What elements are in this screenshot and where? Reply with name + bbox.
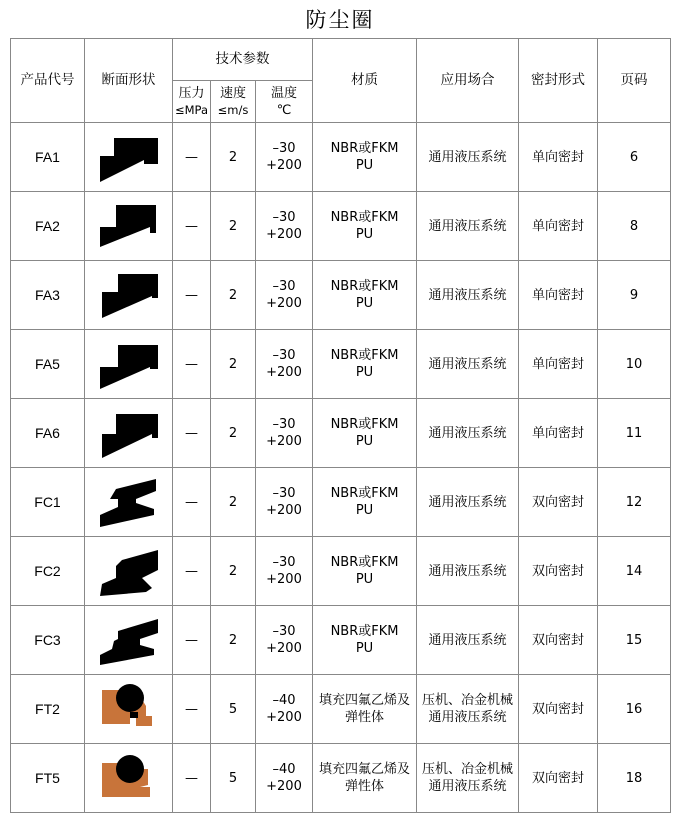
page-number: 15 [598,606,671,675]
speed-value: 2 [211,330,256,399]
seal-type-value: 双向密封 [519,468,598,537]
temperature-value [256,468,313,537]
material-value [313,744,417,813]
material-value [313,606,417,675]
page-number: 14 [598,537,671,606]
material-line-2: PU [355,158,374,173]
material-value [313,261,417,330]
application-value [417,468,519,537]
pressure-value: — [173,537,211,606]
page-number: 10 [598,330,671,399]
temperature-max: +200 [266,296,302,311]
pressure-value: — [173,744,211,813]
speed-value: 2 [211,192,256,261]
pressure-value: — [173,468,211,537]
temperature-value [256,399,313,468]
page-number: 12 [598,468,671,537]
application-value [417,330,519,399]
table-row [11,399,671,468]
material-line-2: PU [355,641,374,656]
seal-type-value: 单向密封 [519,261,598,330]
product-code: FT5 [11,744,85,813]
application-value [417,192,519,261]
material-value [313,192,417,261]
header-shape: 断面形状 [85,39,173,123]
application-value [417,123,519,192]
application-line-2: 通用液压系统 [428,779,507,794]
seal-type-value: 单向密封 [519,399,598,468]
cross-section-cell [85,675,173,744]
material-value [313,468,417,537]
application-value [417,675,519,744]
header-material: 材质 [313,39,417,123]
seal-type-value: 双向密封 [519,744,598,813]
material-line-1: NBR或FKM [330,279,399,294]
seal-profile-fc2 [96,538,162,604]
application-value [417,606,519,675]
header-application: 应用场合 [417,39,519,123]
temperature-max: +200 [266,641,302,656]
material-line-2: PU [355,503,374,518]
header-seal-type: 密封形式 [519,39,598,123]
cross-section-cell [85,192,173,261]
application-line-1: 通用液压系统 [428,149,507,165]
product-code: FA6 [11,399,85,468]
table-row [11,261,671,330]
application-line-1: 压机、冶金机械 [422,762,514,777]
speed-value: 2 [211,606,256,675]
application-line-1: 通用液压系统 [428,632,507,648]
header-code: 产品代号 [11,39,85,123]
cross-section-cell [85,123,173,192]
application-line-1: 压机、冶金机械 [422,693,514,708]
temperature-max: +200 [266,365,302,380]
temperature-min: –30 [272,279,296,294]
temperature-value [256,675,313,744]
material-line-1: NBR或FKM [330,486,399,501]
material-line-2: PU [355,572,374,587]
product-code: FA5 [11,330,85,399]
pressure-value: — [173,261,211,330]
material-line-2: PU [355,227,374,242]
temperature-value [256,744,313,813]
seal-type-value: 单向密封 [519,192,598,261]
temperature-min: –40 [272,693,296,708]
material-line-2: PU [355,296,374,311]
material-line-2: 弹性体 [345,710,385,725]
header-speed-unit: ≤m/s [217,102,249,117]
seal-profile-fa2 [96,193,162,259]
pressure-value: — [173,675,211,744]
speed-value: 2 [211,261,256,330]
product-code: FC2 [11,537,85,606]
application-line-1: 通用液压系统 [428,287,507,303]
page-number: 18 [598,744,671,813]
material-line-1: NBR或FKM [330,555,399,570]
material-line-1: NBR或FKM [330,210,399,225]
material-value [313,123,417,192]
temperature-min: –30 [272,348,296,363]
material-line-1: NBR或FKM [330,141,399,156]
temperature-min: –30 [272,486,296,501]
material-line-1: 填充四氟乙烯及 [319,693,411,708]
page-number: 16 [598,675,671,744]
material-line-1: 填充四氟乙烯及 [319,762,411,777]
temperature-max: +200 [266,434,302,449]
temperature-value [256,261,313,330]
wiper-seal-table [10,38,671,813]
header-speed [211,81,256,123]
product-code: FC3 [11,606,85,675]
header-temperature [256,81,313,123]
page-number: 6 [598,123,671,192]
temperature-value [256,537,313,606]
header-speed-label: 速度 [219,85,246,101]
temperature-min: –30 [272,141,296,156]
speed-value: 5 [211,744,256,813]
application-value [417,399,519,468]
application-line-1: 通用液压系统 [428,356,507,372]
temperature-min: –30 [272,417,296,432]
temperature-value [256,606,313,675]
table-row [11,468,671,537]
application-line-1: 通用液压系统 [428,563,507,579]
header-page: 页码 [598,39,671,123]
pressure-value: — [173,606,211,675]
page-number: 9 [598,261,671,330]
temperature-min: –30 [272,624,296,639]
header-temperature-label: 温度 [271,85,298,101]
cross-section-cell [85,744,173,813]
seal-profile-ft5 [96,745,162,811]
cross-section-cell [85,606,173,675]
seal-profile-fa1 [96,124,162,190]
cross-section-cell [85,468,173,537]
temperature-max: +200 [266,503,302,518]
page-title: 防尘圈 [305,8,375,32]
seal-profile-fa5 [96,331,162,397]
table-row [11,192,671,261]
application-line-2: 通用液压系统 [428,710,507,725]
product-code: FT2 [11,675,85,744]
temperature-max: +200 [266,779,302,794]
seal-profile-ft2 [96,676,162,742]
table-row [11,330,671,399]
table-row [11,123,671,192]
cross-section-cell [85,261,173,330]
material-value [313,537,417,606]
cross-section-cell [85,537,173,606]
application-value [417,744,519,813]
temperature-value [256,123,313,192]
product-code: FA2 [11,192,85,261]
material-line-1: NBR或FKM [330,417,399,432]
material-line-1: NBR或FKM [330,348,399,363]
seal-profile-fa6 [96,400,162,466]
application-value [417,537,519,606]
header-tech-params: 技术参数 [173,39,313,81]
seal-type-value: 双向密封 [519,675,598,744]
application-line-1: 通用液压系统 [428,494,507,510]
pressure-value: — [173,192,211,261]
application-value [417,261,519,330]
pressure-value: — [173,330,211,399]
temperature-min: –30 [272,555,296,570]
material-line-2: PU [355,434,374,449]
application-line-1: 通用液压系统 [428,218,507,234]
speed-value: 2 [211,399,256,468]
header-pressure-unit: ≤MPa [174,102,209,117]
seal-profile-fa3 [96,262,162,328]
temperature-value [256,192,313,261]
table-row [11,675,671,744]
seal-type-value: 单向密封 [519,123,598,192]
header-pressure [173,81,211,123]
material-value [313,399,417,468]
header-pressure-label: 压力 [178,85,205,101]
seal-type-value: 双向密封 [519,606,598,675]
material-value [313,330,417,399]
speed-value: 5 [211,675,256,744]
seal-type-value: 单向密封 [519,330,598,399]
cross-section-cell [85,330,173,399]
table-row [11,606,671,675]
temperature-max: +200 [266,572,302,587]
application-line-1: 通用液压系统 [428,425,507,441]
pressure-value: — [173,123,211,192]
material-line-2: 弹性体 [345,779,385,794]
product-code: FC1 [11,468,85,537]
material-line-1: NBR或FKM [330,624,399,639]
page-number: 11 [598,399,671,468]
pressure-value: — [173,399,211,468]
material-value [313,675,417,744]
speed-value: 2 [211,123,256,192]
table-row [11,537,671,606]
temperature-max: +200 [266,227,302,242]
temperature-min: –40 [272,762,296,777]
cross-section-cell [85,399,173,468]
material-line-2: PU [355,365,374,380]
temperature-max: +200 [266,158,302,173]
temperature-min: –30 [272,210,296,225]
speed-value: 2 [211,468,256,537]
header-temperature-unit: ℃ [276,102,292,118]
temperature-value [256,330,313,399]
seal-profile-fc3 [96,607,162,673]
temperature-max: +200 [266,710,302,725]
page-number: 8 [598,192,671,261]
speed-value: 2 [211,537,256,606]
product-code: FA1 [11,123,85,192]
seal-profile-fc1 [96,469,162,535]
seal-type-value: 双向密封 [519,537,598,606]
product-code: FA3 [11,261,85,330]
table-row [11,744,671,813]
